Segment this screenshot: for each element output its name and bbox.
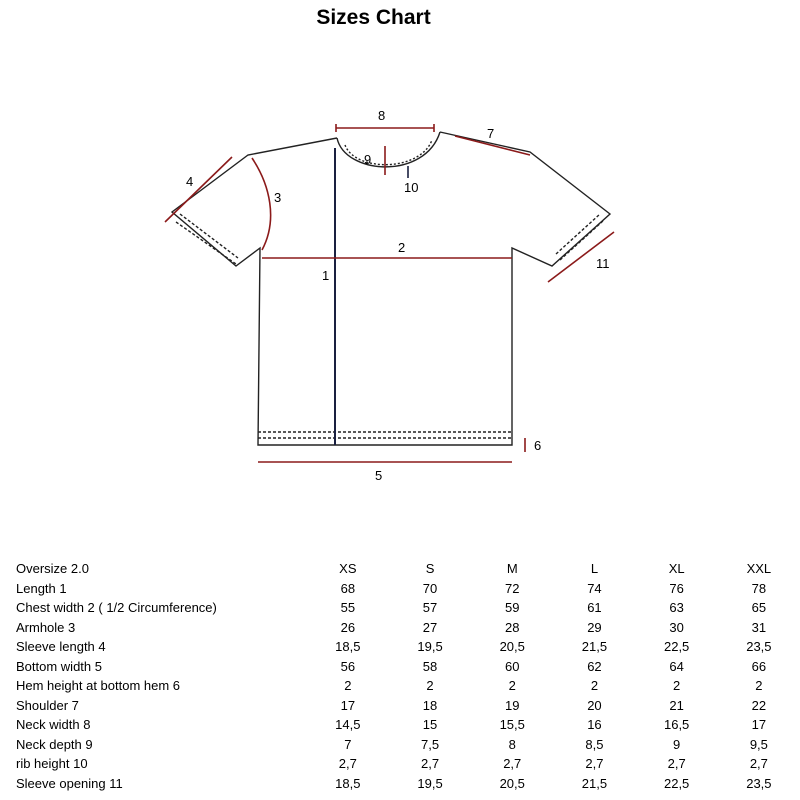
size-value: 20,5: [499, 775, 525, 791]
size-value: 60: [505, 658, 520, 674]
size-value: 28: [505, 619, 520, 635]
table-row: [16, 774, 800, 794]
marker-9: 9: [364, 152, 372, 167]
size-value: 7: [344, 736, 352, 752]
size-value: 30: [669, 619, 684, 635]
row-label: Sleeve opening 11: [16, 775, 123, 791]
row-label: Oversize 2.0: [16, 561, 89, 576]
size-value: 66: [751, 658, 767, 674]
size-value: 22,5: [663, 775, 690, 791]
marker-2: 2: [398, 240, 406, 255]
table-row: [16, 598, 800, 618]
size-value: 7,5: [421, 736, 440, 752]
size-value: 2,7: [749, 756, 768, 771]
marker-5: 5: [375, 468, 383, 483]
size-value: 76: [669, 580, 684, 596]
size-value: 22,5: [663, 639, 690, 654]
size-table: [16, 559, 800, 793]
size-value: 58: [422, 658, 438, 674]
size-value: 23,5: [746, 775, 772, 791]
size-value: M: [506, 561, 518, 576]
table-row: [16, 637, 800, 657]
table-row: [16, 735, 800, 755]
size-value: 21,5: [581, 775, 608, 791]
size-value: 16,5: [663, 717, 690, 732]
size-value: 20: [587, 697, 602, 713]
size-value: 2: [508, 678, 516, 693]
marker-10: 10: [404, 180, 419, 195]
size-value: 2,7: [585, 756, 604, 771]
size-value: 15: [422, 717, 438, 732]
row-label: Armhole 3: [16, 619, 76, 635]
row-label: Neck width 8: [16, 717, 91, 732]
size-value: 70: [422, 580, 438, 596]
size-value: 55: [340, 600, 356, 615]
row-label: Bottom width 5: [16, 658, 102, 674]
size-value: 19: [505, 697, 520, 713]
size-value: 18,5: [335, 639, 361, 654]
marker-8: 8: [378, 108, 386, 123]
size-value: 21: [669, 697, 684, 713]
marker-4: 4: [186, 174, 194, 189]
marker-6: 6: [534, 438, 542, 453]
marker-3: 3: [274, 190, 282, 205]
size-value: 18: [422, 697, 438, 713]
size-value: 2,7: [503, 756, 522, 771]
row-label: Neck depth 9: [16, 736, 93, 752]
size-value: 20,5: [499, 639, 525, 654]
size-value: 16: [587, 717, 602, 732]
size-value: 74: [587, 580, 602, 596]
size-value: 8: [508, 736, 516, 752]
table-row: [16, 579, 800, 599]
size-value: XS: [339, 561, 357, 576]
marker-11: 11: [596, 256, 610, 271]
size-value: 2: [426, 678, 434, 693]
size-value: 8,5: [585, 736, 604, 752]
size-value: 2: [755, 678, 763, 693]
row-label: Length 1: [16, 580, 67, 596]
row-label: Chest width 2 ( 1/2 Circumference): [16, 600, 217, 615]
table-header-row: [16, 559, 800, 579]
marker-1: 1: [322, 268, 330, 283]
size-value: 57: [422, 600, 438, 615]
size-value: 2,7: [338, 756, 357, 771]
row-label: Sleeve length 4: [16, 639, 106, 654]
size-value: XXL: [746, 561, 772, 576]
size-value: 14,5: [335, 717, 361, 732]
row-label: rib height 10: [16, 756, 88, 771]
size-value: XL: [668, 561, 685, 576]
size-value: 61: [587, 600, 602, 615]
size-value: 15,5: [499, 717, 525, 732]
size-value: 59: [505, 600, 520, 615]
size-value: 22: [751, 697, 767, 713]
size-value: 17: [340, 697, 356, 713]
size-table-body: [16, 559, 800, 793]
size-value: S: [425, 561, 435, 576]
table-row: [16, 676, 800, 696]
table-row: [16, 754, 800, 774]
size-value: 2,7: [421, 756, 440, 771]
size-value: 64: [669, 658, 684, 674]
size-value: L: [590, 561, 599, 576]
table-row: [16, 657, 800, 677]
size-value: 65: [751, 600, 767, 615]
table-row: [16, 715, 800, 735]
measure-lines: [165, 124, 614, 462]
size-value: 78: [751, 580, 767, 596]
row-label: Hem height at bottom hem 6: [16, 678, 181, 693]
size-value: 9: [673, 736, 681, 752]
size-value: 17: [751, 717, 767, 732]
size-value: 19,5: [417, 775, 443, 791]
size-value: 56: [340, 658, 356, 674]
size-value: 19,5: [417, 639, 443, 654]
size-value: 2: [344, 678, 352, 693]
marker-7: 7: [487, 126, 495, 141]
size-value: 26: [340, 619, 356, 635]
table-row: [16, 618, 800, 638]
size-value: 27: [422, 619, 438, 635]
row-label: Shoulder 7: [16, 697, 79, 713]
size-value: 9,5: [749, 736, 768, 752]
size-value: 18,5: [335, 775, 361, 791]
size-value: 2: [590, 678, 599, 693]
tshirt-outline: [172, 132, 610, 445]
page-title: Sizes Chart: [316, 6, 431, 29]
size-value: 29: [587, 619, 602, 635]
table-row: [16, 696, 800, 716]
size-value: 21,5: [581, 639, 608, 654]
size-value: 62: [587, 658, 602, 674]
size-value: 23,5: [746, 639, 772, 654]
size-value: 72: [505, 580, 520, 596]
size-value: 68: [340, 580, 356, 596]
size-value: 63: [669, 600, 684, 615]
size-value: 2: [673, 678, 681, 693]
size-value: 31: [751, 619, 767, 635]
size-value: 2,7: [667, 756, 686, 771]
